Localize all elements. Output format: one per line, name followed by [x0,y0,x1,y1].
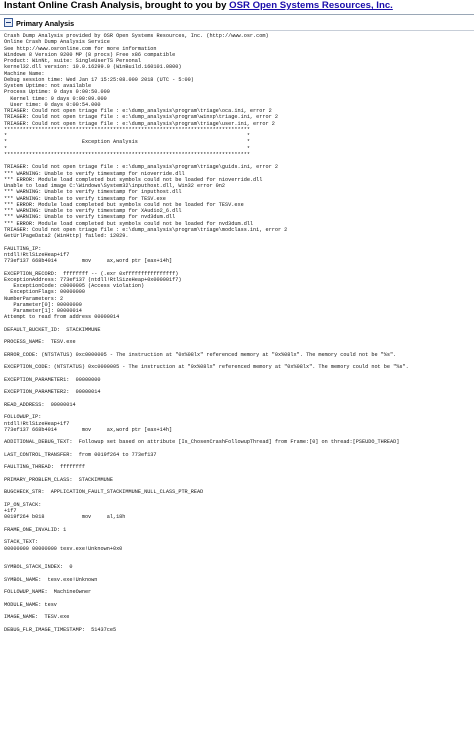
crash-dump-output: Crash Dump Analysis provided by OSR Open Systems Resources, Inc. (http://www.osr.com) Online Crash Dump Analysis Service See http://www.osronline.com for more information Windows 8 Version 9200 MP (8 procs) Free x86 compatible Product: WinNt, suite: SingleUserTS Personal kernel32.dll version: 10.0.16299.0 (WinBuild.160101.0800) Machine Name: Debug session time: Wed Jan 17 15:25:08.000 2018 (UTC - 5:00) System Uptime: not available Process Uptime: 0 days 0:00:50.000 Kernel time: 0 days 0:00:09.000 User time: 0 days 0:00:54.000 TRIAGER: Could not open triage file : e:\dump_analysis\program\triage\oca.ini, error 2 TRIAGER: Could not open triage file : e:\dump_analysis\program\winxp\triage.ini, error 2 TRIAGER: Could not open triage file : e:\dump_analysis\program\triage\user.ini, error 2 ******************************************************************************* * * * Exception Analysis * * * ******************************************************************************* TRIAGER: Could not open triage file : e:\dump_analysis\program\triage\guids.ini, error 2 *** WARNING: Unable to verify timestamp for nioverride.dll *** ERROR: Module load completed but symbols could not be loaded for nioverride.dll Unable to load image C:\Windows\System32\inputhost.dll, Win32 error 0n2 *** WARNING: Unable to verify timestamp for inputhost.dll *** WARNING: Unable to verify timestamp for TESV.exe *** ERROR: Module load completed but symbols could not be loaded for TESV.exe *** WARNING: Unable to verify timestamp for XAudio2_6.dll *** WARNING: Unable to verify timestamp for nvd3dum.dll *** ERROR: Module load completed but symbols could not be loaded for nvd3dum.dll TRIAGER: Could not open triage file : e:\dump_analysis\program\triage\modclass.ini, error 2 GetUrlPageData2 (WinHttp) failed: 12029. FAULTING_IP: ntdll!RtlSizeHeap+1f7 773ef137 668b4014 mov ax,word ptr [eax+14h] EXCEPTION_RECORD: ffffffff -- (.exr 0xffffffffffffffff) ExceptionAddress: 773ef137 (ntdll!RtlSizeHeap+0x000001f7) ExceptionCode: c0000005 (Access violation) ExceptionFlags: 00000000 NumberParameters: 2 Parameter[0]: 00000000 Parameter[1]: 00000014 Attempt to read from address 00000014 DEFAULT_BUCKET_ID: STACKIMMUNE PROCESS_NAME: TESV.exe ERROR_CODE: (NTSTATUS) 0xc0000005 - The instruction at "0x%08lx" referenced memory at "0x%08lx". The memory could not be "%s". EXCEPTION_CODE: (NTSTATUS) 0xc0000005 - The instruction at "0x%08lx" referenced memory at "0x%08lx". The memory could not be "%s". EXCEPTION_PARAMETER1: 00000000 EXCEPTION_PARAMETER2: 00000014 READ_ADDRESS: 00000014 FOLLOWUP_IP: ntdll!RtlSizeHeap+1f7 773ef137 668b4014 mov ax,word ptr [eax+14h] ADDITIONAL_DEBUG_TEXT: Followup set based on attribute [Is_ChosenCrashFollowupThread] from Frame:[0] on thread:[PSEUDO_THREAD] LAST_CONTROL_TRANSFER: from 0019f264 to 773ef137 FAULTING_THREAD: ffffffff PRIMARY_PROBLEM_CLASS: STACKIMMUNE BUGCHECK_STR: APPLICATION_FAULT_STACKIMMUNE_NULL_CLASS_PTR_READ IP_ON_STACK: +1f7 0019f264 b018 mov al,18h FRAME_ONE_INVALID: 1 STACK_TEXT: 00000000 00000000 tesv.exe!Unknown+0x0 SYMBOL_STACK_INDEX: 0 SYMBOL_NAME: tesv.exe!Unknown FOLLOWUP_NAME: MachineOwner MODULE_NAME: tesv IMAGE_NAME: TESV.exe DEBUG_FLR_IMAGE_TIMESTAMP: 51437ce5 [4,33,409,633]
header-divider [0,14,474,15]
header-title: Instant Online Crash Analysis, brought to you by [4,0,230,11]
section-divider [0,30,474,31]
page-header [4,0,470,13]
collapse-icon[interactable] [4,18,13,27]
osr-link[interactable]: OSR Open Systems Resources, Inc. [229,0,393,11]
section-title: Primary Analysis [16,19,75,28]
section-header [4,18,74,30]
